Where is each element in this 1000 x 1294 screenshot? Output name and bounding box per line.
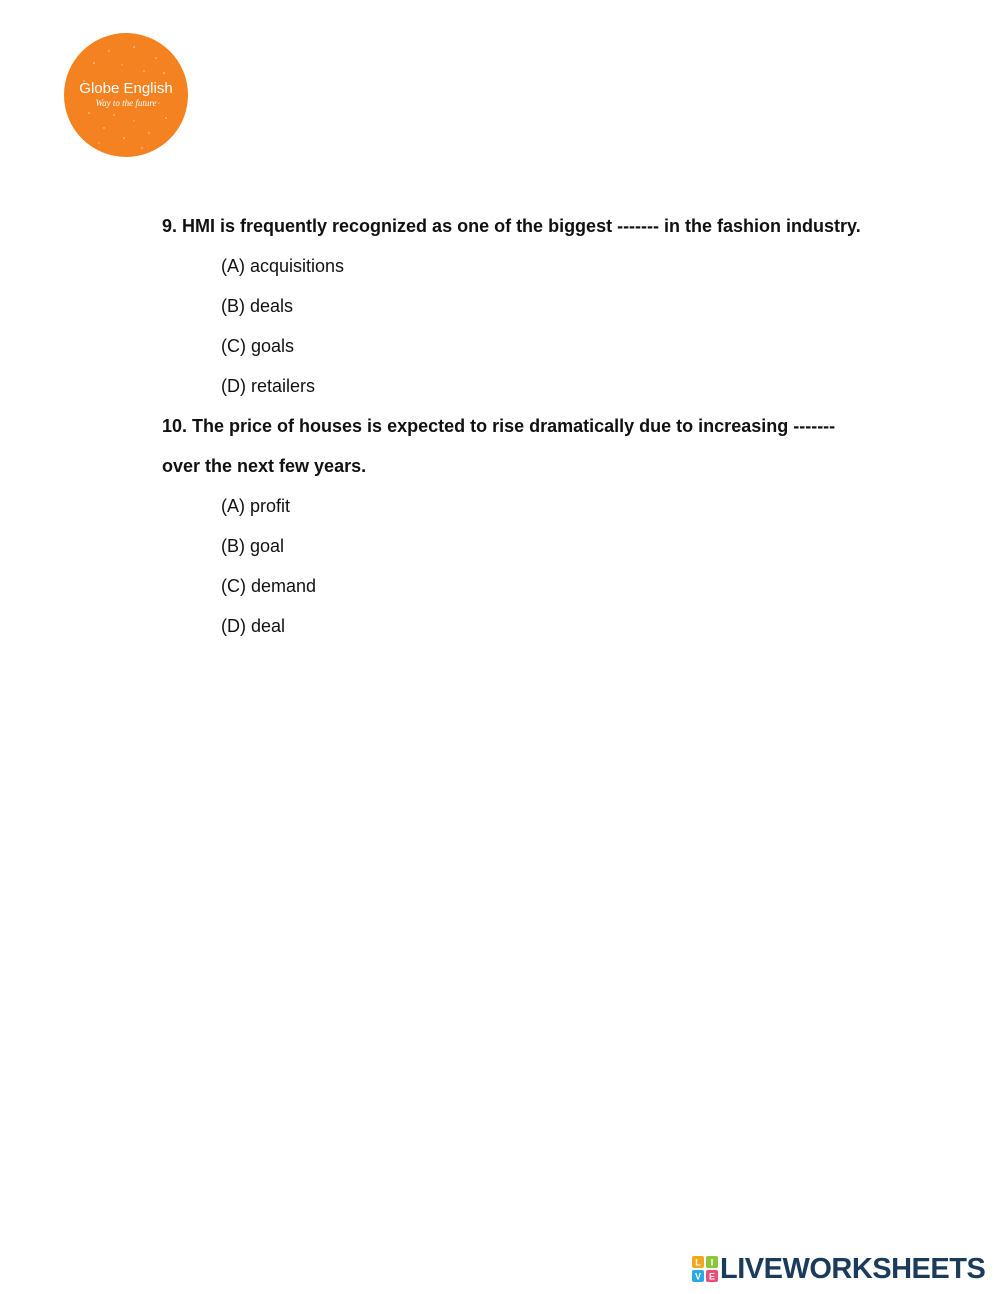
question-10-text-line-2: over the next few years.: [162, 456, 367, 476]
svg-text:E: E: [708, 1271, 716, 1282]
question-9-option-c[interactable]: (C) goals: [221, 336, 295, 356]
svg-text:I: I: [710, 1257, 714, 1268]
question-9-option-b[interactable]: (B) deals: [221, 296, 294, 316]
liveworksheets-brand[interactable]: [692, 1253, 985, 1285]
liveworksheets-wordmark: LIVEWORKSHEETS: [720, 1253, 986, 1285]
globe-english-logo: [64, 33, 188, 157]
globe-english-logo-graphic: [64, 33, 188, 157]
question-10-option-c[interactable]: (C) demand: [221, 576, 317, 596]
logo-title: Globe English: [79, 80, 173, 97]
svg-text:V: V: [694, 1271, 702, 1282]
question-9-option-a[interactable]: (A) acquisitions: [221, 256, 345, 276]
liveworksheets-icon: [692, 1256, 718, 1282]
logo-tagline: Way to the future: [95, 98, 157, 108]
question-10-option-a[interactable]: (A) profit: [221, 496, 291, 516]
question-10-text-line-1: 10. The price of houses is expected to rise dramatically due to increasing -------: [162, 416, 836, 436]
question-9-text: 9. HMI is frequently recognized as one of the biggest ------- in the fashion industry.: [162, 216, 861, 236]
question-10-option-d[interactable]: (D) deal: [221, 616, 286, 636]
svg-text:L: L: [695, 1257, 701, 1268]
question-10-option-b[interactable]: (B) goal: [221, 536, 285, 556]
question-9-option-d[interactable]: (D) retailers: [221, 376, 316, 396]
